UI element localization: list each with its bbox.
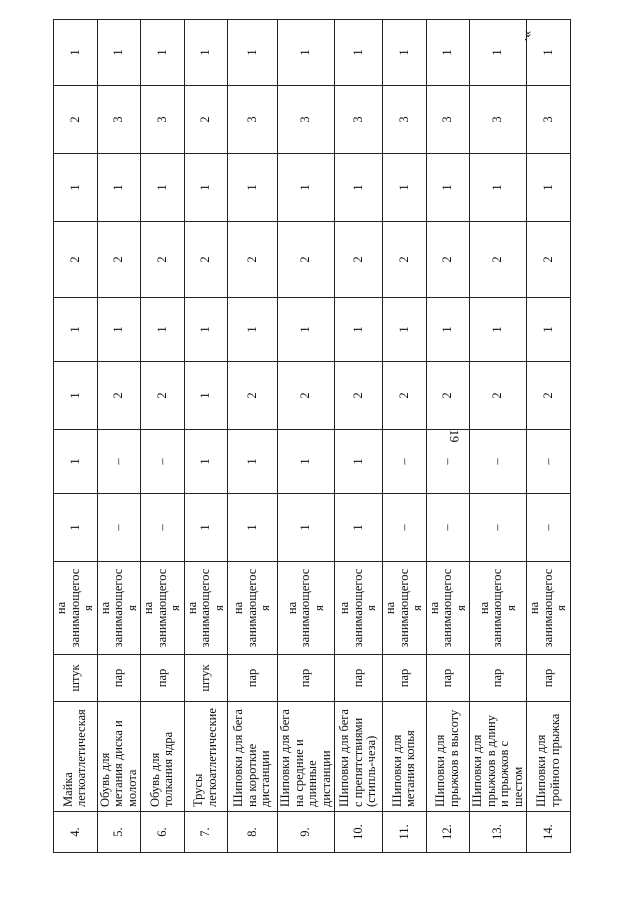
- unit-cell: пар: [228, 655, 278, 702]
- calc-unit-cell: на занимающегося: [97, 562, 141, 655]
- calc-unit-cell: на занимающегося: [278, 562, 335, 655]
- table-row: [141, 20, 185, 853]
- quantity-cell: 1: [97, 298, 141, 362]
- quantity-cell: 1: [527, 154, 571, 222]
- quantity-cell: 1: [184, 20, 228, 86]
- unit-cell: пар: [335, 655, 383, 702]
- quantity-cell: 3: [228, 86, 278, 154]
- equipment-table: [53, 19, 571, 853]
- item-name-cell: Шиповки для метания копья: [383, 702, 427, 812]
- quantity-cell: 2: [527, 222, 571, 298]
- calc-unit-cell: на занимающегося: [426, 562, 470, 655]
- quantity-cell: –: [383, 430, 427, 494]
- quantity-cell: 1: [383, 298, 427, 362]
- quantity-cell: 1: [141, 154, 185, 222]
- row-number-cell: 9.: [278, 812, 335, 853]
- table-row: [54, 20, 98, 853]
- item-name-cell: Обувь для толкания ядра: [141, 702, 185, 812]
- unit-cell: пар: [141, 655, 185, 702]
- quantity-cell: 1: [228, 430, 278, 494]
- quantity-cell: –: [470, 494, 527, 562]
- unit-cell: штук: [54, 655, 98, 702]
- calc-unit-cell: на занимающегося: [383, 562, 427, 655]
- quantity-cell: 2: [54, 222, 98, 298]
- quantity-cell: 2: [141, 362, 185, 430]
- quantity-cell: 2: [228, 222, 278, 298]
- quantity-cell: 1: [184, 362, 228, 430]
- quantity-cell: 2: [54, 86, 98, 154]
- quantity-cell: 1: [97, 154, 141, 222]
- calc-unit-cell: на занимающегося: [141, 562, 185, 655]
- quantity-cell: 1: [335, 20, 383, 86]
- quantity-cell: 1: [54, 430, 98, 494]
- quantity-cell: 2: [470, 222, 527, 298]
- table-body: [54, 20, 571, 853]
- row-number-cell: 11.: [383, 812, 427, 853]
- quantity-cell: 3: [335, 86, 383, 154]
- quantity-cell: 1: [426, 298, 470, 362]
- quantity-cell: 2: [335, 362, 383, 430]
- quantity-cell: 2: [184, 86, 228, 154]
- quantity-cell: 1: [335, 154, 383, 222]
- quantity-cell: 3: [383, 86, 427, 154]
- table-row: [335, 20, 383, 853]
- calc-unit-cell: на занимающегося: [184, 562, 228, 655]
- quantity-cell: 1: [54, 298, 98, 362]
- calc-unit-cell: на занимающегося: [228, 562, 278, 655]
- calc-unit-cell: на занимающегося: [335, 562, 383, 655]
- quantity-cell: 1: [141, 298, 185, 362]
- quantity-cell: 1: [278, 154, 335, 222]
- table-row: [383, 20, 427, 853]
- row-number-cell: 4.: [54, 812, 98, 853]
- quantity-cell: 2: [278, 362, 335, 430]
- quantity-cell: 1: [228, 20, 278, 86]
- item-name-cell: Майка легкоатлетическая: [54, 702, 98, 812]
- quantity-cell: 1: [228, 298, 278, 362]
- quantity-cell: 2: [228, 362, 278, 430]
- item-name-cell: Шиповки для тройного прыжка: [527, 702, 571, 812]
- quantity-cell: 2: [97, 222, 141, 298]
- item-name-cell: Обувь для метания диска и молота: [97, 702, 141, 812]
- item-name-cell: Шиповки для бега с препятствиями (стипль-чеза): [335, 702, 383, 812]
- quantity-cell: –: [141, 494, 185, 562]
- quantity-cell: 2: [426, 222, 470, 298]
- quantity-cell: –: [141, 430, 185, 494]
- quantity-cell: 1: [278, 430, 335, 494]
- quantity-cell: –: [97, 430, 141, 494]
- quantity-cell: 1: [228, 154, 278, 222]
- unit-cell: пар: [527, 655, 571, 702]
- row-number-cell: 10.: [335, 812, 383, 853]
- quantity-cell: –: [426, 494, 470, 562]
- quantity-cell: 2: [278, 222, 335, 298]
- quantity-cell: 3: [97, 86, 141, 154]
- quantity-cell: –: [470, 430, 527, 494]
- row-number-cell: 14.: [527, 812, 571, 853]
- row-number-cell: 13.: [470, 812, 527, 853]
- unit-cell: пар: [426, 655, 470, 702]
- quantity-cell: –: [527, 430, 571, 494]
- table-row: [278, 20, 335, 853]
- closing-quote-mark: ».: [521, 30, 536, 42]
- quantity-cell: 1: [470, 154, 527, 222]
- quantity-cell: 2: [141, 222, 185, 298]
- quantity-cell: –: [383, 494, 427, 562]
- item-name-cell: Трусы легкоатлетические: [184, 702, 228, 812]
- quantity-cell: 3: [426, 86, 470, 154]
- row-number-cell: 8.: [228, 812, 278, 853]
- quantity-cell: 2: [527, 362, 571, 430]
- quantity-cell: 1: [383, 20, 427, 86]
- unit-cell: пар: [470, 655, 527, 702]
- quantity-cell: 1: [426, 20, 470, 86]
- quantity-cell: 1: [335, 494, 383, 562]
- table-row: [184, 20, 228, 853]
- quantity-cell: 1: [527, 298, 571, 362]
- item-name-cell: Шиповки для бега на средние и длинные дистанции: [278, 702, 335, 812]
- quantity-cell: 1: [383, 154, 427, 222]
- quantity-cell: 2: [335, 222, 383, 298]
- item-name-cell: Шиповки для прыжков в длину и прыжков с шестом: [470, 702, 527, 812]
- quantity-cell: 1: [184, 430, 228, 494]
- item-name-cell: Шиповки для бега на короткие дистанции: [228, 702, 278, 812]
- quantity-cell: –: [97, 494, 141, 562]
- quantity-cell: 3: [141, 86, 185, 154]
- table-row: [470, 20, 527, 853]
- quantity-cell: 2: [383, 362, 427, 430]
- quantity-cell: 1: [184, 298, 228, 362]
- calc-unit-cell: на занимающегося: [54, 562, 98, 655]
- table-row: [228, 20, 278, 853]
- quantity-cell: 1: [426, 154, 470, 222]
- quantity-cell: 1: [470, 20, 527, 86]
- quantity-cell: 1: [97, 20, 141, 86]
- quantity-cell: 1: [228, 494, 278, 562]
- calc-unit-cell: на занимающегося: [470, 562, 527, 655]
- quantity-cell: 1: [141, 20, 185, 86]
- unit-cell: пар: [383, 655, 427, 702]
- quantity-cell: 1: [54, 20, 98, 86]
- table-row: [97, 20, 141, 853]
- quantity-cell: 1: [278, 20, 335, 86]
- unit-cell: штук: [184, 655, 228, 702]
- quantity-cell: 2: [184, 222, 228, 298]
- unit-cell: пар: [278, 655, 335, 702]
- quantity-cell: 2: [383, 222, 427, 298]
- quantity-cell: 3: [527, 86, 571, 154]
- quantity-cell: 1: [278, 494, 335, 562]
- row-number-cell: 12.: [426, 812, 470, 853]
- quantity-cell: 2: [470, 362, 527, 430]
- quantity-cell: 1: [54, 154, 98, 222]
- rotated-table-container: [53, 20, 569, 853]
- item-name-cell: Шиповки для прыжков в высоту: [426, 702, 470, 812]
- quantity-cell: 2: [97, 362, 141, 430]
- quantity-cell: 1: [335, 430, 383, 494]
- quantity-cell: 3: [278, 86, 335, 154]
- quantity-cell: 1: [54, 362, 98, 430]
- quantity-cell: 1: [184, 494, 228, 562]
- table-row: [426, 20, 470, 853]
- row-number-cell: 5.: [97, 812, 141, 853]
- quantity-cell: 3: [470, 86, 527, 154]
- quantity-cell: 1: [527, 20, 571, 86]
- row-number-cell: 7.: [184, 812, 228, 853]
- quantity-cell: 1: [184, 154, 228, 222]
- quantity-cell: 1: [54, 494, 98, 562]
- quantity-cell: –: [527, 494, 571, 562]
- quantity-cell: 1: [278, 298, 335, 362]
- quantity-cell: 1: [470, 298, 527, 362]
- quantity-cell: 1: [335, 298, 383, 362]
- quantity-cell: –: [426, 430, 470, 494]
- page-number: 19: [447, 429, 462, 443]
- table-row: [527, 20, 571, 853]
- unit-cell: пар: [97, 655, 141, 702]
- calc-unit-cell: на занимающегося: [527, 562, 571, 655]
- quantity-cell: 2: [426, 362, 470, 430]
- row-number-cell: 6.: [141, 812, 185, 853]
